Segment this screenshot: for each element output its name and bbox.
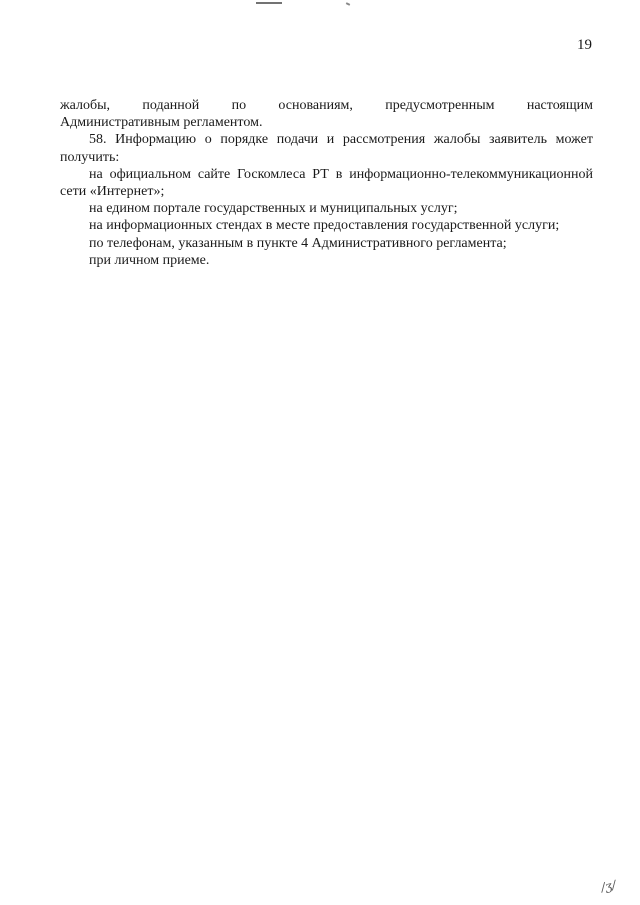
document-body	[60, 97, 593, 269]
scan-artifact-mark	[256, 2, 282, 4]
paragraph-official-site: на официальном сайте Госкомлеса РТ в информационно-телекоммуникационной сети «Интернет»;	[60, 166, 593, 200]
paragraph-continuation-line: жалобы, поданной по основаниям, предусмотренным настоящим	[60, 98, 593, 113]
scan-artifact-tick	[346, 2, 350, 6]
paragraph-unified-portal: на едином портале государственных и муниципальных услуг;	[89, 201, 458, 217]
page-number: 19	[577, 37, 592, 53]
paragraph-personal-reception: при личном приеме.	[89, 252, 210, 268]
paragraph-phones: по телефонам, указанным в пункте 4 Административного регламента;	[89, 235, 507, 251]
handwritten-corner-mark: /ʒ/	[599, 877, 618, 895]
paragraph-continuation-end: Административным регламентом.	[60, 115, 263, 131]
paragraph-info-stands: на информационных стендах в месте предоставления государственной услуги;	[89, 218, 560, 234]
paragraph-item-58: 58. Информацию о порядке подачи и рассмотрения жалобы заявитель может получить:	[60, 132, 593, 165]
